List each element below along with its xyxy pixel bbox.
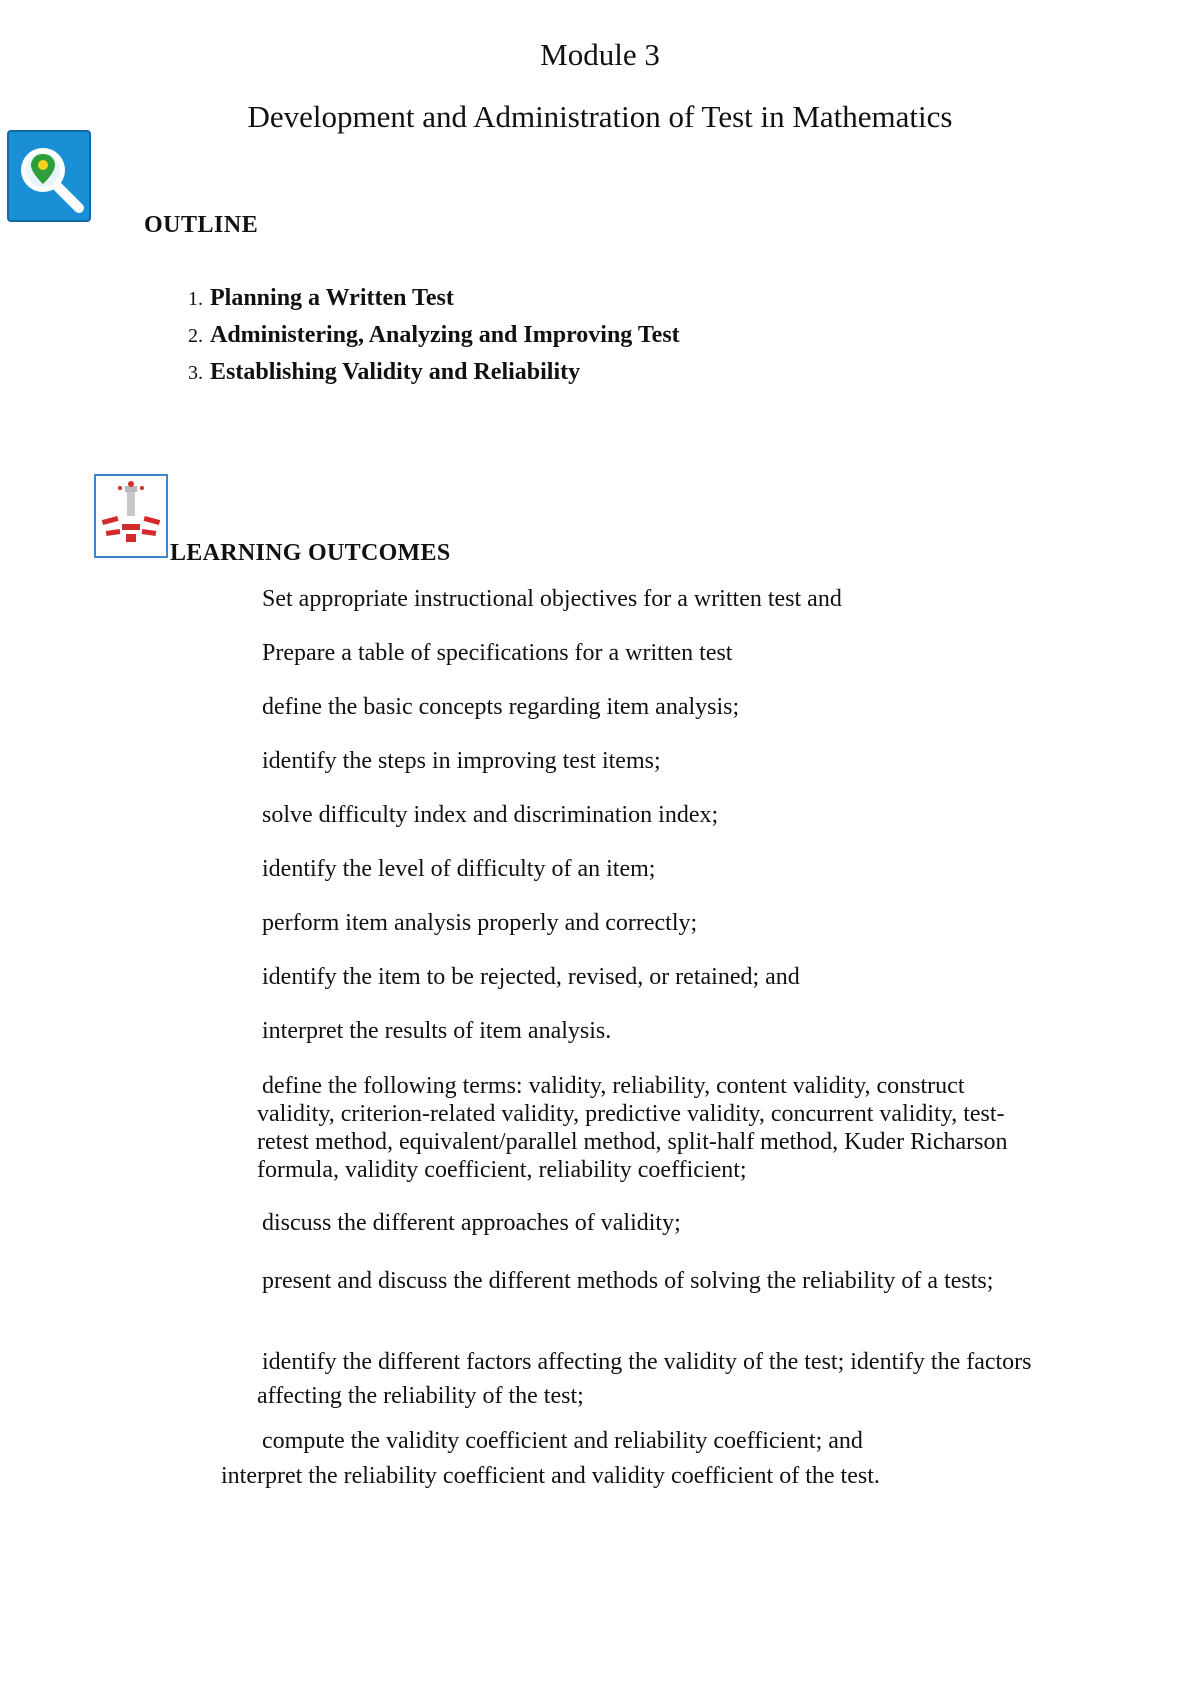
outline-item-number: 3. <box>188 362 203 384</box>
learning-outcome: perform item analysis properly and correctly; <box>262 910 698 936</box>
learning-outcome: define the following terms: validity, reliability, content validity, construct validity, criterion-related validity, predictive validity, concurrent validity, test-retest method, equivalent/parallel method, split-half method, Kuder Richarson formula, validity coefficient, reliability coefficient; <box>257 1073 1008 1183</box>
outline-list <box>188 280 680 391</box>
learning-outcome: identify the steps in improving test items; <box>262 748 661 774</box>
module-number: Module 3 <box>540 37 660 72</box>
search-location-icon <box>7 130 91 222</box>
outline-item-label: Planning a Written Test <box>210 285 454 311</box>
learning-outcome: interpret the reliability coefficient and validity coefficient of the test. <box>221 1463 880 1489</box>
diagram-icon <box>94 474 168 558</box>
learning-outcome: compute the validity coefficient and reliability coefficient; and <box>262 1428 863 1454</box>
learning-outcome: identify the different factors affecting the validity of the test; identify the factors affecting the reliability of the test; <box>257 1349 1032 1409</box>
outline-item-number: 2. <box>188 325 203 347</box>
outline-item-label: Establishing Validity and Reliability <box>210 359 581 385</box>
learning-outcome: identify the level of difficulty of an item; <box>262 856 656 882</box>
learning-outcome: discuss the different approaches of validity; <box>262 1210 681 1236</box>
learning-outcome: solve difficulty index and discrimination index; <box>262 802 719 828</box>
learning-outcome: interpret the results of item analysis. <box>262 1018 612 1044</box>
outline-item <box>188 317 680 354</box>
outline-heading: OUTLINE <box>144 212 259 238</box>
learning-outcome: Set appropriate instructional objectives for a written test and <box>262 586 842 612</box>
outline-item <box>188 280 680 317</box>
learning-outcomes-heading: LEARNING OUTCOMES <box>170 540 451 566</box>
module-title: Development and Administration of Test in Mathematics <box>247 99 953 134</box>
learning-outcome: define the basic concepts regarding item analysis; <box>262 694 740 720</box>
learning-outcome: Prepare a table of specifications for a written test <box>262 640 733 666</box>
outline-item-number: 1. <box>188 288 203 310</box>
outline-item <box>188 354 680 391</box>
outline-item-label: Administering, Analyzing and Improving Test <box>210 322 680 348</box>
learning-outcome: identify the item to be rejected, revised, or retained; and <box>262 964 800 990</box>
learning-outcome: present and discuss the different methods of solving the reliability of a tests; <box>262 1268 994 1294</box>
